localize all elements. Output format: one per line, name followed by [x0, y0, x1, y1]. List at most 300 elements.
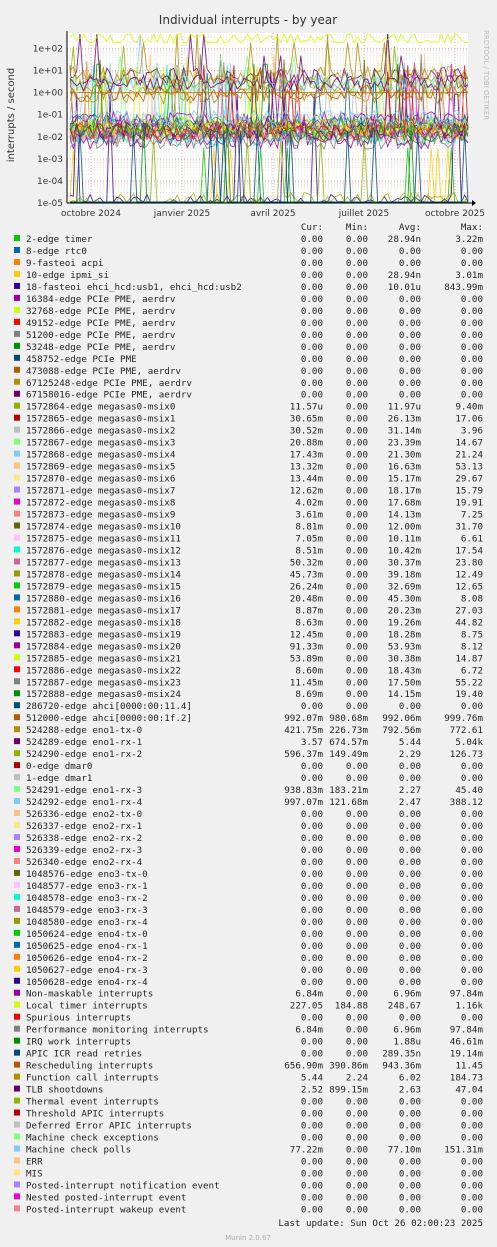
- legend-name: Non-maskable interrupts: [26, 988, 154, 1000]
- legend-avg: 0.00: [398, 329, 421, 341]
- legend-max: 44.82: [455, 617, 483, 629]
- legend-avg: 0.00: [398, 976, 421, 988]
- legend-avg: 792.56m: [382, 725, 421, 737]
- legend-min: 980.68m: [329, 713, 368, 725]
- legend-max: 184.73: [449, 1072, 483, 1084]
- legend-avg: 32.69m: [387, 581, 421, 593]
- legend-swatch: [14, 307, 20, 313]
- legend-cur: 0.00: [300, 868, 323, 880]
- legend-min: 0.00: [345, 916, 368, 928]
- legend-cur: 8.87m: [295, 605, 323, 617]
- legend-cur: 938.83m: [284, 785, 323, 797]
- legend-min: 0.00: [345, 461, 368, 473]
- legend-name: Performance monitoring interrupts: [26, 1024, 209, 1036]
- legend-swatch: [14, 570, 20, 576]
- legend-max: 19.91: [455, 497, 483, 509]
- y-tick-label: 1e+01: [32, 66, 63, 77]
- legend-max: 46.61m: [449, 1036, 483, 1048]
- legend-column-header: Max:: [460, 222, 483, 233]
- legend-cur: 0.00: [300, 353, 323, 365]
- legend-min: 0.00: [345, 988, 368, 1000]
- legend-min: 0.00: [345, 773, 368, 785]
- legend-swatch: [14, 678, 20, 684]
- legend-max: 0.00: [460, 1156, 483, 1168]
- legend-cur: 0.00: [300, 257, 323, 269]
- legend-cur: 6.84m: [295, 988, 323, 1000]
- legend-swatch: [14, 1002, 20, 1008]
- legend-cur: 0.00: [300, 1120, 323, 1132]
- legend-cur: 20.48m: [289, 593, 323, 605]
- legend-name: 1572870-edge megasas0-msix6: [26, 473, 176, 485]
- legend-swatch: [14, 654, 20, 660]
- legend-cur: 11.45m: [289, 677, 323, 689]
- legend-max: 0.00: [460, 1192, 483, 1204]
- legend-min: 0.00: [345, 389, 368, 401]
- x-tick-label: octobre 2024: [60, 209, 122, 219]
- legend-min: 0.00: [345, 1108, 368, 1120]
- legend-swatch: [14, 990, 20, 996]
- legend-name: 526339-edge eno2-rx-3: [26, 844, 143, 856]
- legend-name: 524290-edge eno1-rx-2: [26, 749, 143, 761]
- legend-avg: 0.00: [398, 868, 421, 880]
- chart-title: Individual interrupts - by year: [158, 13, 338, 27]
- legend-min: 0.00: [345, 269, 368, 281]
- legend-avg: 0.00: [398, 1168, 421, 1180]
- legend-min: 0.00: [345, 868, 368, 880]
- legend-cur: 997.07m: [284, 797, 323, 809]
- legend-min: 121.68m: [329, 797, 368, 809]
- legend-avg: 0.00: [398, 389, 421, 401]
- legend-swatch: [14, 451, 20, 457]
- legend-avg: 18.43m: [387, 665, 421, 677]
- legend-max: 0.00: [460, 1120, 483, 1132]
- legend-swatch: [14, 475, 20, 481]
- legend-avg: 17.50m: [387, 677, 421, 689]
- legend-max: 97.84m: [449, 1024, 483, 1036]
- legend-cur: 0.00: [300, 773, 323, 785]
- legend-name: 53248-edge PCIe PME, aerdrv: [26, 341, 176, 353]
- legend-min: 674.57m: [329, 737, 368, 749]
- legend-swatch: [14, 235, 20, 241]
- legend-name: 1572880-edge megasas0-msix16: [26, 593, 181, 605]
- legend-max: 0.00: [460, 844, 483, 856]
- legend-min: 0.00: [345, 940, 368, 952]
- legend-min: 0.00: [345, 1024, 368, 1036]
- legend-avg: 0.00: [398, 773, 421, 785]
- legend-max: 0.00: [460, 868, 483, 880]
- legend-cur: 8.51m: [295, 545, 323, 557]
- legend-swatch: [14, 582, 20, 588]
- legend-cur: 12.45m: [289, 629, 323, 641]
- legend-cur: 0.00: [300, 281, 323, 293]
- legend-max: 17.06: [455, 413, 483, 425]
- legend-swatch: [14, 810, 20, 816]
- legend-name: 1048577-edge eno3-rx-1: [26, 880, 148, 892]
- legend-swatch: [14, 618, 20, 624]
- legend-min: 0.00: [345, 437, 368, 449]
- legend-max: 0.00: [460, 293, 483, 305]
- legend-swatch: [14, 247, 20, 253]
- legend-swatch: [14, 1050, 20, 1056]
- legend-min: 0.00: [345, 329, 368, 341]
- legend-max: 5.04k: [455, 737, 483, 749]
- legend-min: 0.00: [345, 593, 368, 605]
- legend-avg: 12.00m: [387, 521, 421, 533]
- legend-cur: 8.63m: [295, 617, 323, 629]
- legend-cur: 0.00: [300, 293, 323, 305]
- legend-max: 0.00: [460, 773, 483, 785]
- legend-swatch: [14, 259, 20, 265]
- legend-swatch: [14, 1098, 20, 1104]
- legend-avg: 28.94n: [387, 269, 421, 281]
- legend-max: 23.80: [455, 557, 483, 569]
- legend-swatch: [14, 966, 20, 972]
- legend-swatch: [14, 726, 20, 732]
- legend-swatch: [14, 606, 20, 612]
- legend-max: 53.13: [455, 461, 483, 473]
- legend-avg: 30.37m: [387, 557, 421, 569]
- legend-avg: 18.28m: [387, 629, 421, 641]
- y-tick-label: 1e-02: [37, 132, 63, 143]
- legend-max: 0.00: [460, 856, 483, 868]
- legend-avg: 14.15m: [387, 689, 421, 701]
- legend-avg: 2.29: [398, 749, 421, 761]
- legend-name: 10-edge ipmi_si: [26, 269, 109, 281]
- legend-name: Spurious interrupts: [26, 1012, 132, 1024]
- legend-avg: 26.13m: [387, 413, 421, 425]
- legend-avg: 21.30m: [387, 449, 421, 461]
- legend-cur: 0.00: [300, 1012, 323, 1024]
- legend-name: 1572876-edge megasas0-msix12: [26, 545, 181, 557]
- legend-cur: 0.00: [300, 389, 323, 401]
- legend-cur: 0.00: [300, 305, 323, 317]
- legend-name: Function call interrupts: [26, 1072, 159, 1084]
- legend-cur: 3.61m: [295, 509, 323, 521]
- legend-max: 0.00: [460, 257, 483, 269]
- legend-name: Machine check polls: [26, 1144, 132, 1156]
- legend-max: 27.03: [455, 605, 483, 617]
- y-tick-label: 1e-01: [37, 110, 63, 121]
- legend-swatch: [14, 1145, 20, 1151]
- legend-name: 67125248-edge PCIe PME, aerdrv: [26, 377, 192, 389]
- legend-name: Deferred Error APIC interrupts: [26, 1120, 192, 1132]
- legend-name: 1572882-edge megasas0-msix18: [26, 617, 181, 629]
- legend-max: 772.61: [449, 725, 483, 737]
- legend-cur: 0.00: [300, 1156, 323, 1168]
- legend-avg: 0.00: [398, 940, 421, 952]
- legend-name: 1048576-edge eno3-tx-0: [26, 868, 148, 880]
- legend-avg: 0.00: [398, 1132, 421, 1144]
- legend-max: 8.12: [460, 641, 483, 653]
- legend-name: 2-edge timer: [26, 234, 93, 245]
- legend-cur: 13.32m: [289, 461, 323, 473]
- legend-max: 0.00: [460, 377, 483, 389]
- legend-swatch: [14, 1169, 20, 1175]
- legend-cur: 17.43m: [289, 449, 323, 461]
- legend-min: 0.00: [345, 245, 368, 257]
- legend-avg: 0.00: [398, 1096, 421, 1108]
- legend-name: 1572873-edge megasas0-msix9: [26, 509, 176, 521]
- legend-max: 15.79: [455, 485, 483, 497]
- legend-avg: 2.47: [398, 797, 421, 809]
- legend-max: 17.54: [455, 545, 483, 557]
- legend-name: 458752-edge PCIe PME: [26, 353, 137, 365]
- legend-swatch: [14, 511, 20, 517]
- legend-max: 0.00: [460, 701, 483, 713]
- legend-avg: 2.27: [398, 785, 421, 797]
- legend-cur: 50.32m: [289, 557, 323, 569]
- legend-swatch: [14, 642, 20, 648]
- legend-swatch: [14, 463, 20, 469]
- last-update: Last update: Sun Oct 26 02:00:23 2025: [278, 1218, 483, 1229]
- legend-name: Nested posted-interrupt event: [26, 1192, 187, 1204]
- legend-min: 0.00: [345, 341, 368, 353]
- x-tick-label: octobre 2025: [424, 209, 486, 219]
- legend-name: 1572875-edge megasas0-msix11: [26, 533, 181, 545]
- legend-avg: 992.06m: [382, 713, 421, 725]
- legend-name: 1572884-edge megasas0-msix20: [26, 641, 181, 653]
- legend-swatch: [14, 499, 20, 505]
- legend-swatch: [14, 906, 20, 912]
- legend-avg: 14.13m: [387, 509, 421, 521]
- legend-swatch: [14, 858, 20, 864]
- legend-avg: 0.00: [398, 904, 421, 916]
- legend-name: 9-fasteoi acpi: [26, 257, 104, 269]
- legend-min: 0.00: [345, 844, 368, 856]
- legend-avg: 0.00: [398, 821, 421, 833]
- legend-avg: 0.00: [398, 1180, 421, 1192]
- legend-name: Threshold APIC interrupts: [26, 1108, 165, 1120]
- legend-swatch: [14, 295, 20, 301]
- legend-max: 0.00: [460, 928, 483, 940]
- legend-min: 0.00: [345, 617, 368, 629]
- legend-min: 0.00: [345, 293, 368, 305]
- legend-cur: 8.60m: [295, 665, 323, 677]
- legend-avg: 11.97u: [387, 401, 421, 413]
- legend-avg: 0.00: [398, 928, 421, 940]
- y-tick-label: 1e+00: [32, 88, 63, 99]
- legend-max: 0.00: [460, 1204, 483, 1216]
- legend-cur: 0.00: [300, 856, 323, 868]
- legend-max: 45.40: [455, 785, 483, 797]
- legend-max: 126.73: [449, 749, 483, 761]
- legend-avg: 0.00: [398, 952, 421, 964]
- legend-name: 1048579-edge eno3-rx-3: [26, 904, 148, 916]
- legend-max: 0.00: [460, 761, 483, 773]
- legend-max: 3.01m: [455, 269, 483, 281]
- legend-max: 0.00: [460, 821, 483, 833]
- legend-swatch: [14, 1181, 20, 1187]
- legend-min: 0.00: [345, 449, 368, 461]
- x-tick-label: juillet 2025: [338, 209, 390, 219]
- legend-name: 0-edge dmar0: [26, 761, 93, 773]
- legend-avg: 0.00: [398, 293, 421, 305]
- legend-name: TLB shootdowns: [26, 1084, 104, 1096]
- legend-name: 1572869-edge megasas0-msix5: [26, 461, 176, 473]
- legend-cur: 0.00: [300, 269, 323, 281]
- legend-swatch: [14, 942, 20, 948]
- legend-avg: 23.39m: [387, 437, 421, 449]
- legend-max: 55.22: [455, 677, 483, 689]
- legend-max: 0.00: [460, 365, 483, 377]
- legend-cur: 30.52m: [289, 425, 323, 437]
- legend-min: 0.00: [345, 365, 368, 377]
- legend-cur: 0.00: [300, 234, 323, 245]
- y-tick-label: 1e-04: [37, 176, 63, 187]
- legend-max: 0.00: [460, 389, 483, 401]
- legend-cur: 11.57u: [289, 401, 323, 413]
- legend-cur: 596.37m: [284, 749, 323, 761]
- legend-min: 2.24: [345, 1072, 368, 1084]
- legend-avg: 6.96m: [393, 1024, 421, 1036]
- legend-max: 0.00: [460, 1168, 483, 1180]
- y-tick-label: 1e-03: [37, 154, 63, 165]
- legend-swatch: [14, 1074, 20, 1080]
- legend-swatch: [14, 1134, 20, 1140]
- legend-swatch: [14, 1205, 20, 1211]
- legend-max: 0.00: [460, 904, 483, 916]
- legend-max: 0.00: [460, 317, 483, 329]
- legend-name: Rescheduling interrupts: [26, 1060, 154, 1072]
- legend-swatch: [14, 702, 20, 708]
- legend-cur: 30.65m: [289, 413, 323, 425]
- legend-swatch: [14, 1014, 20, 1020]
- legend-name: 32768-edge PCIe PME, aerdrv: [26, 305, 176, 317]
- legend-swatch: [14, 391, 20, 397]
- legend-avg: 2.63: [398, 1084, 421, 1096]
- legend-swatch: [14, 786, 20, 792]
- legend-avg: 0.00: [398, 1156, 421, 1168]
- legend-min: 0.00: [345, 677, 368, 689]
- legend-swatch: [14, 523, 20, 529]
- legend-swatch: [14, 546, 20, 552]
- legend-min: 0.00: [345, 497, 368, 509]
- legend-swatch: [14, 487, 20, 493]
- legend-max: 29.67: [455, 473, 483, 485]
- legend-min: 0.00: [345, 485, 368, 497]
- legend-column-header: Avg:: [398, 222, 421, 233]
- legend-max: 19.14m: [449, 1048, 483, 1060]
- legend-name: Thermal event interrupts: [26, 1096, 159, 1108]
- legend-name: 473088-edge PCIe PME, aerdrv: [26, 365, 181, 377]
- legend-avg: 17.68m: [387, 497, 421, 509]
- legend-min: 226.73m: [329, 725, 368, 737]
- legend-avg: 0.00: [398, 833, 421, 844]
- legend-max: 6.72: [460, 665, 483, 677]
- legend-cur: 0.00: [300, 952, 323, 964]
- legend-name: IRQ work interrupts: [26, 1036, 132, 1048]
- legend-swatch: [14, 271, 20, 277]
- legend-cur: 0.00: [300, 916, 323, 928]
- legend-cur: 0.00: [300, 1168, 323, 1180]
- legend-cur: 0.00: [300, 1132, 323, 1144]
- legend-cur: 12.62m: [289, 485, 323, 497]
- legend-name: 1050627-edge eno4-rx-3: [26, 964, 148, 976]
- legend-cur: 0.00: [300, 809, 323, 821]
- legend-avg: 943.36m: [382, 1060, 421, 1072]
- legend-swatch: [14, 343, 20, 349]
- y-axis-label: interrupts / second: [6, 67, 17, 163]
- legend-max: 0.00: [460, 341, 483, 353]
- x-tick-label: janvier 2025: [153, 209, 211, 219]
- legend-name: 1572878-edge megasas0-msix14: [26, 569, 181, 581]
- legend-max: 8.08: [460, 593, 483, 605]
- legend-name: 1572868-edge megasas0-msix4: [26, 449, 176, 461]
- legend-swatch: [14, 954, 20, 960]
- legend-max: 97.84m: [449, 988, 483, 1000]
- legend-max: 19.40: [455, 689, 483, 701]
- legend-avg: 16.63m: [387, 461, 421, 473]
- legend-min: 184.88: [334, 1000, 368, 1012]
- legend-name: 512000-edge ahci[0000:00:1f.2]: [26, 713, 192, 725]
- legend-avg: 31.14m: [387, 425, 421, 437]
- legend-min: 0.00: [345, 605, 368, 617]
- legend-max: 388.12: [449, 797, 483, 809]
- legend-max: 0.00: [460, 245, 483, 257]
- legend-cur: 421.75m: [284, 725, 323, 737]
- legend-avg: 0.00: [398, 317, 421, 329]
- legend-min: 0.00: [345, 1120, 368, 1132]
- legend-cur: 4.02m: [295, 497, 323, 509]
- legend-avg: 0.00: [398, 245, 421, 257]
- legend-min: 183.21m: [329, 785, 368, 797]
- legend-name: 526338-edge eno2-rx-2: [26, 833, 143, 844]
- legend-cur: 0.00: [300, 821, 323, 833]
- legend-max: 0.00: [460, 1096, 483, 1108]
- legend-min: 0.00: [345, 557, 368, 569]
- legend-cur: 227.05: [289, 1000, 323, 1012]
- legend-avg: 1.88u: [393, 1036, 421, 1048]
- legend-name: 1572879-edge megasas0-msix15: [26, 581, 181, 593]
- legend-name: 1050626-edge eno4-rx-2: [26, 952, 148, 964]
- legend-max: 0.00: [460, 329, 483, 341]
- legend-swatch: [14, 283, 20, 289]
- legend-swatch: [14, 822, 20, 828]
- legend-min: 0.00: [345, 761, 368, 773]
- legend-cur: 0.00: [300, 1180, 323, 1192]
- legend-name: MIS: [26, 1168, 43, 1180]
- legend-swatch: [14, 1157, 20, 1163]
- legend-cur: 0.00: [300, 1192, 323, 1204]
- legend-swatch: [14, 762, 20, 768]
- legend-swatch: [14, 535, 20, 541]
- legend-avg: 0.00: [398, 916, 421, 928]
- legend-avg: 10.42m: [387, 545, 421, 557]
- legend-max: 3.96: [460, 425, 483, 437]
- legend-min: 0.00: [345, 257, 368, 269]
- legend-name: 1572887-edge megasas0-msix23: [26, 677, 181, 689]
- legend-avg: 0.00: [398, 964, 421, 976]
- legend-min: 0.00: [345, 473, 368, 485]
- legend-name: 1572871-edge megasas0-msix7: [26, 485, 176, 497]
- legend-name: 51200-edge PCIe PME, aerdrv: [26, 329, 176, 341]
- legend-cur: 0.00: [300, 341, 323, 353]
- legend-min: 0.00: [345, 833, 368, 844]
- legend-swatch: [14, 379, 20, 385]
- legend-avg: 53.93m: [387, 641, 421, 653]
- legend-max: 0.00: [460, 1012, 483, 1024]
- legend-avg: 0.00: [398, 1192, 421, 1204]
- legend-swatch: [14, 894, 20, 900]
- legend-min: 0.00: [345, 353, 368, 365]
- legend-avg: 0.00: [398, 365, 421, 377]
- legend-swatch: [14, 870, 20, 876]
- legend-swatch: [14, 918, 20, 924]
- legend-min: 0.00: [345, 1132, 368, 1144]
- legend-cur: 6.84m: [295, 1024, 323, 1036]
- legend-swatch: [14, 930, 20, 936]
- legend-min: 0.00: [345, 1012, 368, 1024]
